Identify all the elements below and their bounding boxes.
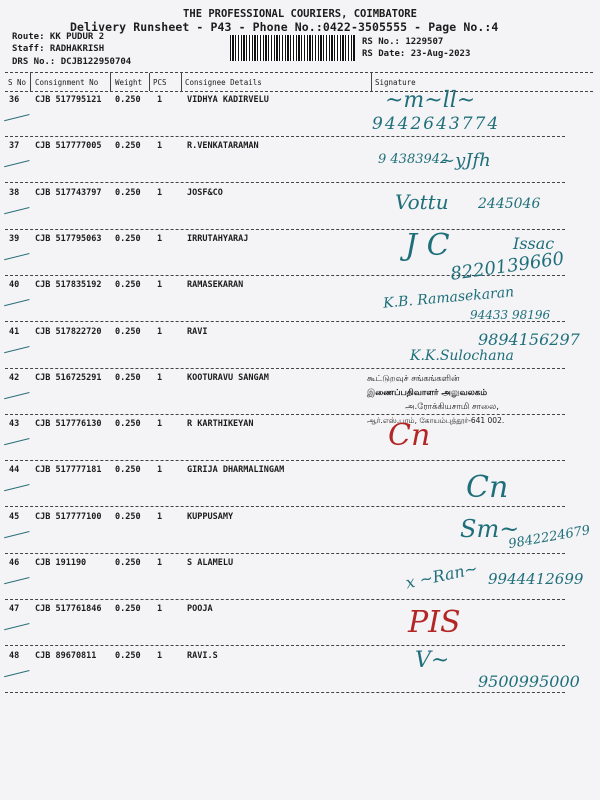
handwritten-signature: K.K.Sulochana	[410, 348, 514, 364]
cell-consignee: POOJA	[187, 604, 213, 615]
cell-pcs: 1	[157, 465, 163, 476]
check-mark	[4, 392, 32, 409]
col-signature: Signature	[375, 78, 416, 87]
cell-consignment: CJB 517835192	[35, 280, 102, 291]
cell-sno: 44	[9, 465, 20, 476]
cell-pcs: 1	[157, 233, 163, 244]
handwritten-phone: 8220139660	[449, 248, 566, 285]
col-pcs: PCS	[153, 78, 167, 87]
route-label: Route: KK PUDUR 2	[12, 32, 105, 42]
table-row	[5, 554, 565, 600]
check-mark	[4, 670, 32, 687]
cell-consignee: VIDHYA KADIRVELU	[187, 95, 269, 105]
cell-consignee: RAVI.S	[187, 650, 218, 661]
cell-sno: 43	[9, 419, 20, 430]
check-mark	[4, 253, 32, 270]
cell-pcs: 1	[157, 419, 163, 430]
cell-consignment: CJB 89670811	[35, 650, 97, 661]
table-header	[5, 72, 593, 92]
cell-sno: 46	[9, 558, 20, 568]
col-sno: S No	[8, 78, 27, 87]
cell-weight: 0.250	[115, 465, 141, 476]
col-divider	[181, 73, 182, 91]
cell-pcs: 1	[157, 326, 163, 337]
cell-sno: 37	[9, 141, 20, 152]
cell-consignment: CJB 191190	[35, 558, 87, 568]
cell-pcs: 1	[157, 604, 163, 615]
cell-consignment: CJB 517777100	[35, 511, 102, 522]
handwritten-signature: Vottu	[395, 190, 449, 214]
handwritten-initials: PIS	[408, 605, 461, 640]
cell-consignee: R.VENKATARAMAN	[187, 141, 259, 152]
staff-label: Staff: RADHAKRISH	[12, 44, 105, 54]
col-divider	[371, 73, 372, 91]
handwritten-phone: 94433 98196	[470, 308, 551, 322]
cell-pcs: 1	[157, 511, 163, 522]
cell-pcs: 1	[157, 558, 163, 568]
cell-pcs: 1	[157, 141, 163, 152]
cell-weight: 0.250	[115, 604, 141, 615]
cell-sno: 42	[9, 372, 20, 383]
cell-sno: 47	[9, 604, 20, 615]
cell-weight: 0.250	[115, 326, 141, 337]
cell-consignee: R KARTHIKEYAN	[187, 419, 254, 430]
cell-consignee: IRRUTAHYARAJ	[187, 233, 249, 244]
cell-consignment: CJB 517743797	[35, 187, 102, 198]
check-mark	[4, 484, 32, 501]
cell-pcs: 1	[157, 280, 163, 291]
handwritten-signature: ~m~ll~	[385, 88, 476, 113]
cell-sno: 41	[9, 326, 20, 337]
handwritten-phone: 9842224679	[507, 522, 592, 553]
cell-weight: 0.250	[115, 95, 141, 105]
col-weight: Weight	[115, 78, 143, 87]
cell-consignment: CJB 517777005	[35, 141, 102, 152]
cell-consignment: CJB 517795121	[35, 95, 102, 105]
cell-consignee: RAVI	[187, 326, 208, 337]
cell-weight: 0.250	[115, 141, 141, 152]
cell-weight: 0.250	[115, 419, 141, 430]
cell-sno: 38	[9, 187, 20, 198]
cell-weight: 0.250	[115, 187, 141, 198]
check-mark	[4, 299, 32, 316]
col-divider	[149, 73, 150, 91]
cell-sno: 40	[9, 280, 20, 291]
cell-consignee: GIRIJA DHARMALINGAM	[187, 465, 285, 476]
cell-sno: 36	[9, 95, 20, 105]
cell-weight: 0.250	[115, 511, 141, 522]
cell-weight: 0.250	[115, 650, 141, 661]
handwritten-number: 2445046	[478, 196, 541, 212]
check-mark	[4, 160, 32, 177]
handwritten-signature: V~	[415, 648, 450, 673]
check-mark	[4, 346, 32, 363]
cell-consignment: CJB 517776130	[35, 419, 102, 430]
handwritten-signature: Sm~	[460, 515, 520, 543]
cell-pcs: 1	[157, 650, 163, 661]
cell-sno: 39	[9, 233, 20, 244]
cell-pcs: 1	[157, 95, 163, 105]
handwritten-signature: Cn	[466, 470, 509, 505]
cell-consignee: RAMASEKARAN	[187, 280, 244, 291]
handwritten-signature: J C	[405, 228, 450, 263]
handwritten-phone: 9944412699	[488, 570, 584, 588]
handwritten-name: Issac	[513, 234, 555, 253]
col-divider	[110, 73, 111, 91]
handwritten-phone: 9442643774	[372, 114, 501, 134]
col-consignee: Consignee Details	[185, 78, 262, 87]
cell-consignee: KOOTURAVU SANGAM	[187, 372, 269, 383]
runsheet-title: Delivery Runsheet - P43 - Phone No.:0422-3505555 - Page No.:4	[70, 20, 499, 34]
check-mark	[4, 531, 32, 548]
cell-consignment: CJB 517795063	[35, 233, 102, 244]
check-mark	[4, 623, 32, 640]
cell-pcs: 1	[157, 187, 163, 198]
cell-consignment: CJB 517761846	[35, 604, 102, 615]
rs-no-label: RS No.: 1229507	[362, 37, 444, 47]
cell-consignment: CJB 517822720	[35, 326, 102, 337]
handwritten-signature: ~yJfh	[440, 150, 491, 171]
check-mark	[4, 207, 32, 224]
cell-consignee: KUPPUSAMY	[187, 511, 234, 522]
cell-pcs: 1	[157, 372, 163, 383]
col-consignment: Consignment No	[35, 78, 99, 87]
check-mark	[4, 438, 32, 455]
handwritten-signature: K.B. Ramasekaran	[382, 284, 515, 312]
check-mark	[4, 114, 32, 131]
cell-weight: 0.250	[115, 280, 141, 291]
handwritten-phone: 9 4383942	[378, 152, 449, 167]
handwritten-signature: x ~Ran~	[403, 558, 480, 593]
rs-date-label: RS Date: 23-Aug-2023	[362, 49, 471, 59]
handwritten-phone: 9500995000	[478, 672, 580, 691]
cell-sno: 48	[9, 650, 20, 661]
cell-consignment: CJB 516725291	[35, 372, 102, 383]
col-divider	[30, 73, 31, 91]
cell-weight: 0.250	[115, 372, 141, 383]
handwritten-phone: 9894156297	[478, 330, 580, 349]
handwritten-signature: Cn	[388, 418, 431, 453]
table-row	[5, 600, 565, 646]
cell-weight: 0.250	[115, 558, 141, 568]
cell-consignee: JOSF&CO	[187, 187, 223, 198]
cell-consignment: CJB 517777181	[35, 465, 102, 476]
company-title: THE PROFESSIONAL COURIERS, COIMBATORE	[183, 8, 417, 20]
cell-consignee: S ALAMELU	[187, 558, 234, 568]
row-divider	[5, 692, 565, 693]
cell-weight: 0.250	[115, 233, 141, 244]
barcode	[230, 35, 355, 61]
cell-sno: 45	[9, 511, 20, 522]
check-mark	[4, 577, 32, 594]
drs-label: DRS No.: DCJB122950704	[12, 57, 132, 67]
official-stamp: கூட்டுறவுச் சங்கங்களின் இணைப்பதிவாளர் அலுவலகம் அ.ரோக்கியசாமி சாலை, ஆர்.எஸ்.புரம், கோயம்புத்தூர்-641 002.	[367, 374, 505, 425]
